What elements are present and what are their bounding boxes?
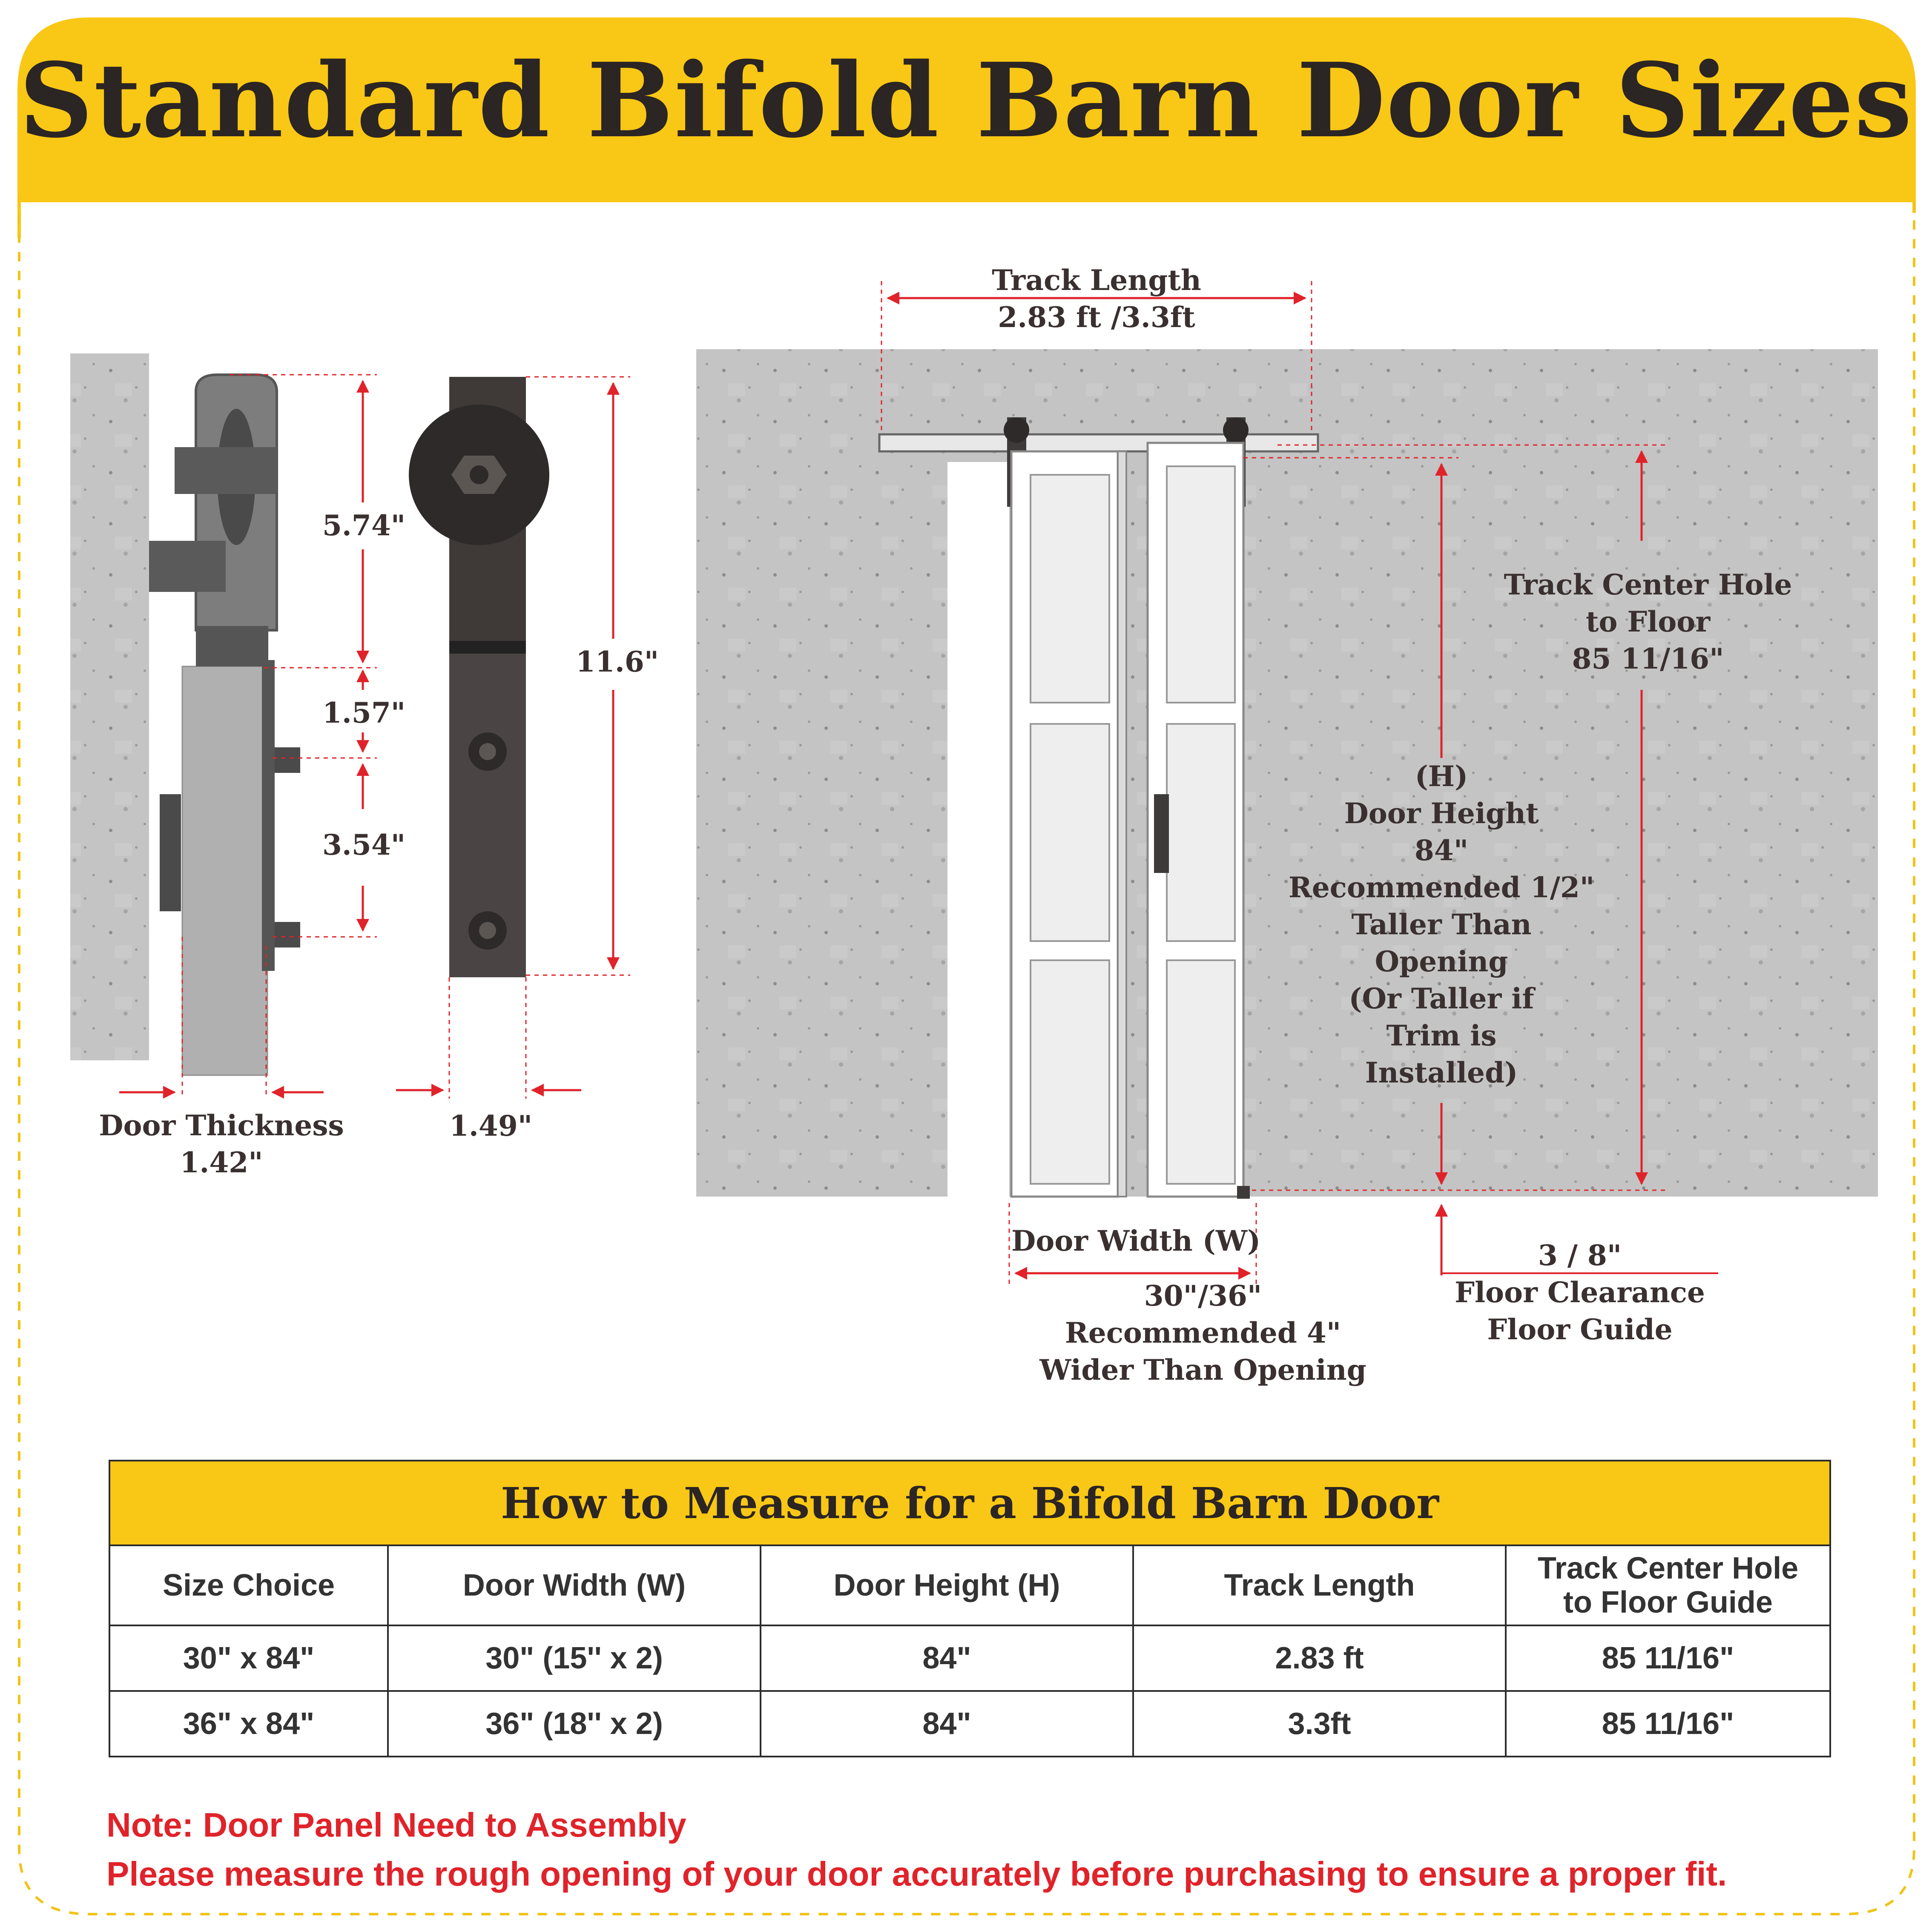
floor-clearance-label: 3 / 8" Floor Clearance Floor Guide <box>1455 1239 1705 1346</box>
door-height-label: (H) Door Height 84" Recommended 1/2" Taller Than Opening (Or Taller if Trim is Installed) <box>1288 760 1595 1089</box>
strap-width-label: 1.49" <box>449 1109 533 1143</box>
cell-door-width: 30" (15'' x 2) <box>389 1626 761 1690</box>
cell-track-center-hole: 85 11/16" <box>1602 1641 1734 1675</box>
header-track-length: Track Length <box>1134 1546 1507 1625</box>
header-door-width: Door Width (W) <box>389 1546 761 1625</box>
table-row <box>110 1626 1829 1692</box>
cell-track-length: 3.3ft <box>1134 1692 1507 1756</box>
total-height-label: 11.6" <box>576 645 659 678</box>
cell-door-height: 84" <box>761 1626 1134 1690</box>
strap-gap-label: 1.57" <box>322 696 406 729</box>
track-center-hole-label: Track Center Hole to Floor 85 11/16" <box>1504 568 1792 675</box>
table-header-row <box>110 1546 1829 1626</box>
door-width-label: Door Width (W) <box>1011 1224 1261 1257</box>
bolt-spacing-label: 3.54" <box>322 828 406 861</box>
size-table <box>109 1460 1831 1757</box>
cell-door-height: 84" <box>761 1692 1134 1756</box>
door-width-value: 30"/36" Recommended 4" Wider Than Opening <box>1039 1279 1366 1387</box>
note-assembly: Note: Door Panel Need to Assembly <box>106 1806 686 1844</box>
roller-height-label: 5.74" <box>322 509 406 542</box>
table-row <box>110 1692 1829 1756</box>
page-title: Standard Bifold Barn Door Sizes <box>19 40 1913 161</box>
strap-front-view <box>409 377 549 977</box>
track-length-label: Track Length 2.83 ft /3.3ft <box>992 264 1201 334</box>
header-size-choice: Size Choice <box>110 1546 389 1625</box>
note-measure: Please measure the rough opening of your door accurately before purchasing to ensure a proper fit. <box>106 1855 1727 1893</box>
cell-door-width: 36" (18'' x 2) <box>389 1692 761 1756</box>
cell-track-center-hole: 85 11/16" <box>1602 1707 1734 1741</box>
cell-track-length: 2.83 ft <box>1134 1626 1507 1690</box>
header-track-center-hole: Track Center Hole to Floor Guide <box>1537 1551 1799 1619</box>
cell-size-choice: 30" x 84" <box>110 1626 389 1690</box>
header-door-height: Door Height (H) <box>761 1546 1134 1625</box>
side-view-hardware <box>70 353 300 1075</box>
door-thickness-label: Door Thickness 1.42" <box>99 1109 344 1179</box>
table-title: How to Measure for a Bifold Barn Door <box>110 1461 1829 1546</box>
cell-size-choice: 36" x 84" <box>110 1692 389 1756</box>
